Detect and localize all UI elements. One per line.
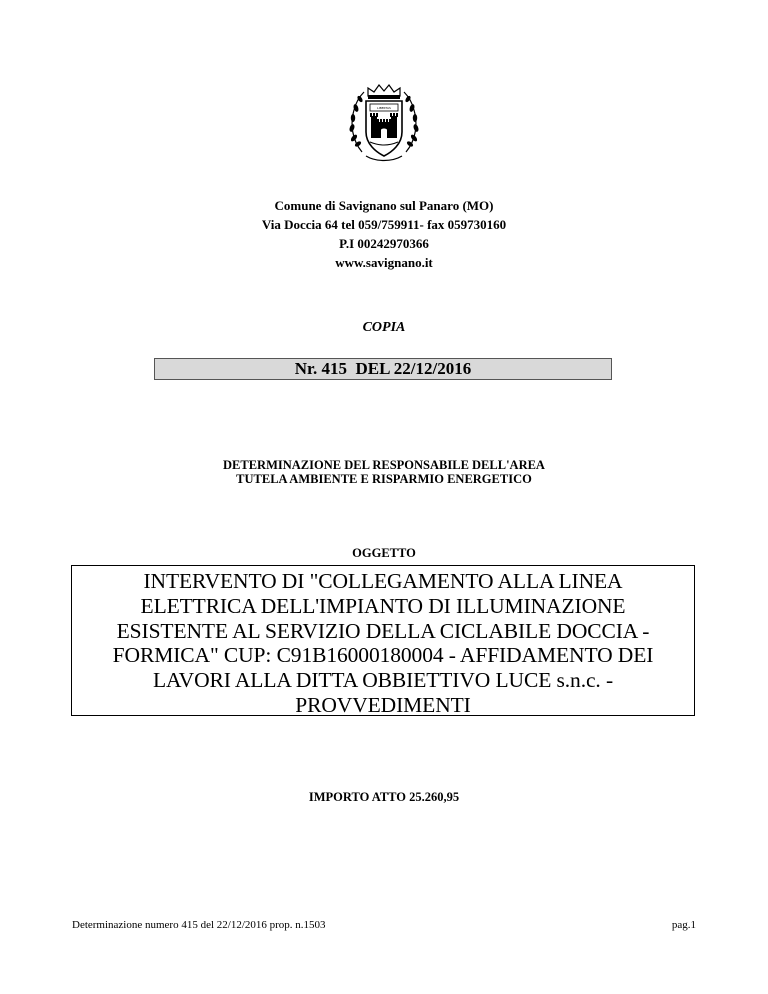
entity-website: www.savignano.it <box>335 255 433 270</box>
subject-line: INTERVENTO DI "COLLEGAMENTO ALLA LINEA <box>143 569 623 593</box>
subject-box <box>71 565 695 716</box>
municipal-coat-of-arms-icon <box>344 82 424 164</box>
subject-line: PROVVEDIMENTI <box>295 692 471 717</box>
footer-reference: Determinazione numero 415 del 22/12/2016 prop. n.1503 <box>72 919 326 931</box>
subject-line: FORMICA" CUP: C91B16000180004 - AFFIDAMENTO DEI <box>112 643 654 668</box>
page-number: pag.1 <box>671 919 696 931</box>
determination-line-2: TUTELA AMBIENTE E RISPARMIO ENERGETICO <box>236 472 532 486</box>
entity-name: Comune di Savignano sul Panaro (MO) <box>274 198 494 213</box>
determination-title <box>0 458 768 486</box>
entity-header <box>0 196 768 272</box>
crest-banner-text: LIBERTAS <box>377 106 391 110</box>
subject-line: LAVORI ALLA DITTA OBBIETTIVO LUCE s.n.c. - <box>152 668 614 693</box>
copy-label: COPIA <box>362 320 406 335</box>
subject-line: ESISTENTE AL SERVIZIO DELLA CICLABILE DOCCIA - <box>116 618 650 643</box>
determination-line-1: DETERMINAZIONE DEL RESPONSABILE DELL'AREA <box>223 458 545 472</box>
amount-line: IMPORTO ATTO 25.260,95 <box>308 790 460 804</box>
entity-address: Via Doccia 64 tel 059/759911- fax 059730160 <box>261 217 507 232</box>
subject-label: OGGETTO <box>352 546 416 560</box>
subject-line: ELETTRICA DELL'IMPIANTO DI ILLUMINAZIONE <box>140 593 626 618</box>
document-number: Nr. 415 DEL 22/12/2016 <box>294 359 472 378</box>
document-number-box <box>154 358 612 380</box>
entity-vat: P.I 00242970366 <box>339 236 429 251</box>
